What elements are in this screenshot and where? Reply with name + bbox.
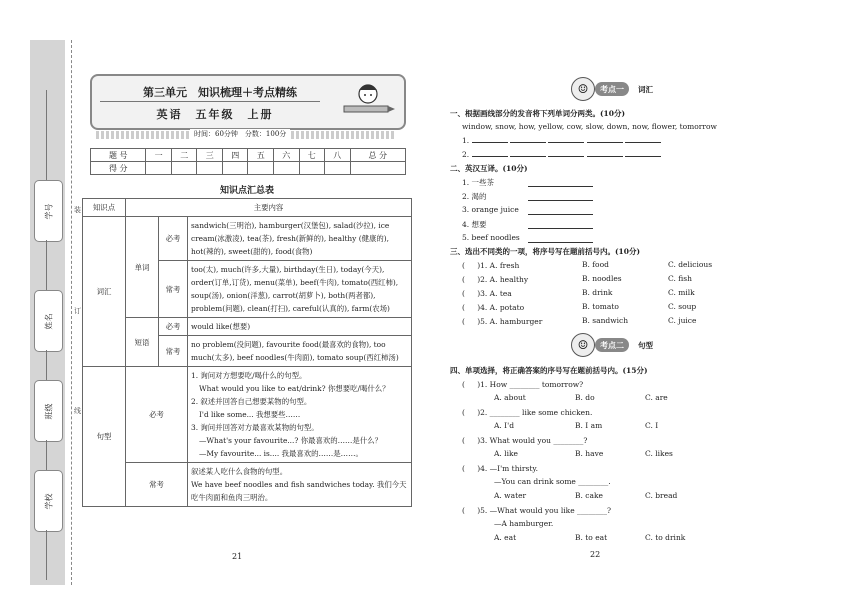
mc-option: B. to eat	[575, 533, 608, 542]
choice-option: C. milk	[668, 288, 695, 297]
blank[interactable]	[510, 142, 546, 143]
translate-item: 4. 想要	[462, 220, 487, 229]
common-label: 常考	[126, 463, 188, 507]
must-label: 必考	[159, 318, 188, 336]
score-cell: 三	[197, 149, 223, 162]
score-label: 得 分	[91, 162, 146, 175]
choice-option: B. drink	[582, 288, 613, 297]
student-id-box	[34, 180, 63, 242]
blank[interactable]	[510, 156, 546, 157]
blank[interactable]	[528, 214, 593, 215]
strip-line	[46, 440, 47, 470]
school-label: 学校	[44, 493, 53, 509]
binding-strip	[30, 40, 65, 585]
score-blank[interactable]	[274, 162, 300, 175]
answer-line	[462, 136, 661, 145]
mc-option: A. like	[494, 449, 518, 458]
blank[interactable]	[587, 156, 623, 157]
section-title: 词汇	[638, 85, 653, 94]
blank[interactable]	[548, 156, 584, 157]
line-number: 2.	[462, 150, 470, 159]
mc-question: ( )5. —What would you like ________?	[462, 506, 612, 515]
section-title: 句型	[638, 341, 653, 350]
sentence-line: —My favourite... is.... 我最喜欢的……是……。	[199, 449, 363, 458]
mc-option: B. have	[575, 449, 604, 458]
score-blank[interactable]	[171, 162, 197, 175]
blank[interactable]	[528, 228, 593, 229]
choice-item: ( )3. A. tea	[462, 289, 512, 298]
unit-subtitle: 英语 五年级 上册	[156, 108, 274, 121]
cut-mark: 订	[74, 307, 81, 315]
score-blank[interactable]	[350, 162, 405, 175]
choice-item: ( )5. A. hamburger	[462, 317, 543, 326]
choice-option: C. soup	[668, 302, 697, 311]
score-blank[interactable]	[222, 162, 248, 175]
section-badge: 考点二	[595, 338, 629, 352]
table-head: 知识点	[83, 199, 126, 217]
blank[interactable]	[625, 156, 661, 157]
word-label: 单词	[126, 217, 159, 318]
sentence-must-content	[188, 367, 412, 463]
strip-line	[46, 530, 47, 580]
sentence-line: 3. 询问并回答对方最喜欢某物的句型。	[191, 423, 319, 432]
mc-option: C. likes	[645, 449, 673, 458]
class-label: 班级	[44, 403, 53, 419]
translate-item: 3. orange juice	[462, 205, 519, 214]
choice-option: B. tomato	[582, 302, 619, 311]
header-divider	[100, 101, 320, 102]
translate-item: 2. 渴的	[462, 192, 487, 201]
score-cell: 四	[222, 149, 248, 162]
blank[interactable]	[472, 142, 508, 143]
school-box	[34, 470, 63, 532]
sentence-common-content	[188, 463, 412, 507]
blank[interactable]	[472, 156, 508, 157]
phrase-must-content: would like(想要)	[188, 318, 412, 336]
question-title: 四、单项选择，将正确答案的序号写在题前括号内。(15分)	[450, 366, 648, 375]
sentence-line: 叙述某人吃什么食物的句型。	[191, 467, 288, 476]
sentence-line: We have beef noodles and fish sandwiches today. 我们今天吃牛肉面和鱼肉三明治。	[191, 480, 407, 502]
score-blank[interactable]	[248, 162, 274, 175]
mc-option: C. to drink	[645, 533, 686, 542]
blank[interactable]	[625, 142, 661, 143]
name-label: 姓名	[44, 313, 53, 329]
smiley-icon: ☺	[571, 77, 595, 101]
cut-line	[71, 40, 72, 585]
class-box	[34, 380, 63, 442]
mc-option: B. cake	[575, 491, 603, 500]
blank[interactable]	[528, 242, 593, 243]
question-title: 二、英汉互译。(10分)	[450, 164, 528, 173]
score-table	[90, 148, 406, 175]
sentence-line: I'd like some... 我想要些……	[199, 410, 301, 419]
score-blank[interactable]	[197, 162, 223, 175]
line-number: 1.	[462, 136, 470, 145]
answer-line	[462, 150, 661, 159]
mc-question: ( )1. How ________ tomorrow?	[462, 380, 584, 389]
sentence-line: 1. 询问对方想要吃/喝什么的句型。	[191, 371, 307, 380]
mc-question: ( )2. ________ like some chicken.	[462, 408, 593, 417]
score-blank[interactable]	[146, 162, 172, 175]
score-cell: 七	[299, 149, 325, 162]
translate-item: 5. beef noodles	[462, 233, 520, 242]
page-number: 21	[232, 552, 243, 561]
phrase-common-content: no problem(没问题), favourite food(最喜欢的食物), too much(太多), beef noodles(牛肉面), tomato soup(西红柿汤)	[188, 336, 412, 367]
vocab-label: 词汇	[83, 217, 126, 367]
choice-option: C. fish	[668, 274, 692, 283]
strip-line	[46, 240, 47, 290]
choice-option: C. delicious	[668, 260, 713, 269]
sentence-label: 句型	[83, 367, 126, 507]
sentence-line: 2. 叙述并回答自己想要某物的句型。	[191, 397, 312, 406]
blank[interactable]	[528, 200, 593, 201]
score-cell: 六	[274, 149, 300, 162]
page-number: 22	[590, 550, 601, 559]
student-id-label: 学号	[44, 203, 53, 219]
score-cell: 五	[248, 149, 274, 162]
table-head: 主要内容	[126, 199, 412, 217]
time-score-info: 时间：60分钟 分数：100分	[190, 129, 290, 139]
strip-line	[46, 90, 47, 180]
mc-option: A. water	[494, 491, 527, 500]
mc-question: ( )4. —I'm thirsty.	[462, 464, 538, 473]
mc-option: C. are	[645, 393, 668, 402]
blank[interactable]	[528, 186, 593, 187]
mc-question: —A hamburger.	[494, 519, 554, 528]
smiley-icon: ☺	[571, 333, 595, 357]
mc-option: C. I	[645, 421, 659, 430]
mc-option: B. I am	[575, 421, 603, 430]
common-label: 常考	[159, 336, 188, 367]
mc-option: B. do	[575, 393, 595, 402]
score-cell: 一	[146, 149, 172, 162]
score-blank[interactable]	[325, 162, 351, 175]
blank[interactable]	[548, 142, 584, 143]
name-box	[34, 290, 63, 352]
sentence-line: What would you like to eat/drink? 你想要吃/喝什么？	[199, 384, 390, 393]
choice-option: C. juice	[668, 316, 697, 325]
score-cell: 总 分	[350, 149, 405, 162]
choice-item: ( )2. A. healthy	[462, 275, 529, 284]
choice-item: ( )4. A. potato	[462, 303, 525, 312]
knowledge-table	[82, 198, 412, 507]
must-label: 必考	[126, 367, 188, 463]
choice-option: B. sandwich	[582, 316, 629, 325]
word-must-content: sandwich(三明治), hamburger(汉堡包), salad(沙拉), ice cream(冰激凌), tea(茶), fresh(新鲜的), healthy (健康的), hot(辣的), sweet(甜的), food(食物)	[188, 217, 412, 261]
score-cell: 题 号	[91, 149, 146, 162]
translate-item: 1. 一些茶	[462, 178, 495, 187]
mc-question: —You can drink some ________.	[494, 477, 611, 486]
score-cell: 八	[325, 149, 351, 162]
choice-option: B. noodles	[582, 274, 622, 283]
blank[interactable]	[587, 142, 623, 143]
must-label: 必考	[159, 217, 188, 261]
phrase-label: 短语	[126, 318, 159, 367]
question-title: 一、根据画线部分的发音将下列单词分两类。(10分)	[450, 109, 626, 118]
choice-item: ( )1. A. fresh	[462, 261, 520, 270]
word-list: window, snow, how, yellow, cow, slow, down, now, flower, tomorrow	[462, 122, 717, 131]
unit-title: 第三单元 知识梳理＋考点精练	[143, 86, 297, 99]
cut-mark: 装	[74, 206, 81, 214]
mc-question: ( )3. What would you ________?	[462, 436, 588, 445]
mc-option: A. about	[494, 393, 526, 402]
score-cell: 二	[171, 149, 197, 162]
cut-mark: 线	[74, 407, 81, 415]
pencil-boy-icon	[340, 78, 396, 118]
mc-option: A. eat	[494, 533, 517, 542]
question-title: 三、选出不同类的一项，将序号写在题前括号内。(10分)	[450, 247, 641, 256]
score-blank[interactable]	[299, 162, 325, 175]
strip-line	[46, 350, 47, 380]
table-title: 知识点汇总表	[219, 186, 274, 196]
word-common-content: too(太), much(许多,大量), birthday(生日), today(今天), order(订单,订货), menu(菜单), beef(牛肉), tomato(西红柿), soup(汤), onion(洋葱), carrot(胡萝卜), both(两者都), problem(问题), clean(打扫), careful(认真的), farm(农场)	[188, 261, 412, 318]
common-label: 常考	[159, 261, 188, 318]
mc-option: A. I'd	[494, 421, 515, 430]
mc-option: C. bread	[645, 491, 678, 500]
section-badge: 考点一	[595, 82, 629, 96]
choice-option: B. food	[582, 260, 609, 269]
sentence-line: —What's your favourite...? 你最喜欢的……是什么？	[199, 436, 382, 445]
